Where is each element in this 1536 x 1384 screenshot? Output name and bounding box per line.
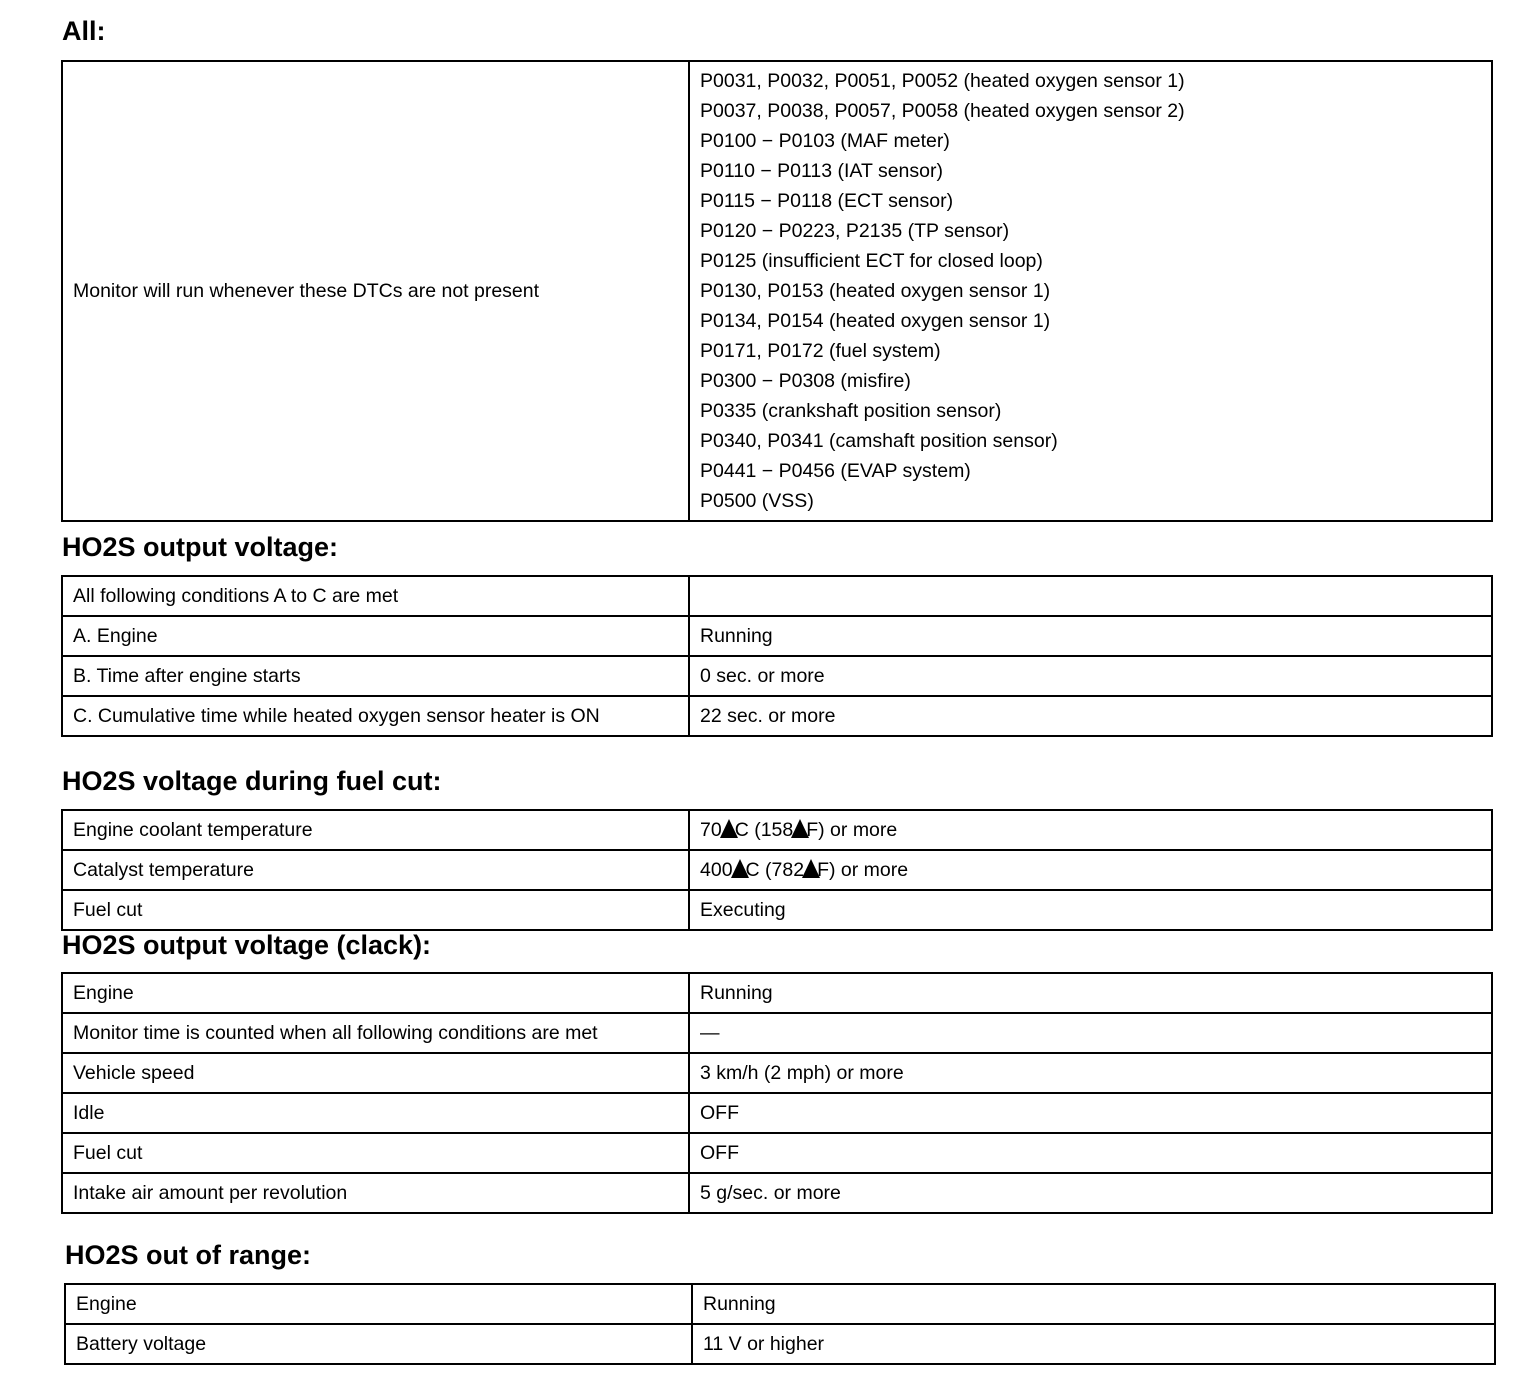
dtc-item: P0100 − P0103 (MAF meter)	[700, 130, 950, 152]
condition-label: Engine	[62, 973, 689, 1013]
dtc-item: P0300 − P0308 (misfire)	[700, 370, 911, 392]
temperature-suffix: F) or more	[817, 859, 909, 881]
condition-value: Running	[689, 616, 1492, 656]
condition-value: Executing	[689, 890, 1492, 930]
section-title-all: All:	[62, 16, 106, 46]
condition-label: Battery voltage	[65, 1324, 692, 1364]
table-row	[62, 850, 1492, 890]
condition-label: Monitor time is counted when all following conditions are met	[62, 1013, 689, 1053]
condition-label: Intake air amount per revolution	[62, 1173, 689, 1213]
condition-label: B. Time after engine starts	[62, 656, 689, 696]
fuel-cut-table	[61, 809, 1493, 931]
dtc-item: P0031, P0032, P0051, P0052 (heated oxygen sensor 1)	[700, 70, 1185, 92]
dtc-item: P0340, P0341 (camshaft position sensor)	[700, 430, 1058, 452]
table-row	[62, 656, 1492, 696]
dtc-item: P0115 − P0118 (ECT sensor)	[700, 190, 954, 212]
dtc-item: P0500 (VSS)	[700, 490, 814, 512]
table-row	[65, 1324, 1495, 1364]
temperature-fahrenheit: C (158	[734, 819, 794, 841]
condition-value: 3 km/h (2 mph) or more	[689, 1053, 1492, 1093]
out-of-range-table	[64, 1283, 1496, 1365]
dtc-item: P0441 − P0456 (EVAP system)	[700, 460, 971, 482]
condition-label: Fuel cut	[62, 1133, 689, 1173]
dtc-item: P0171, P0172 (fuel system)	[700, 340, 941, 362]
dtc-list	[689, 61, 1492, 521]
condition-value: Running	[689, 973, 1492, 1013]
section-title-out-of-range: HO2S out of range:	[65, 1240, 312, 1270]
condition-value: —	[689, 1013, 1492, 1053]
condition-value: Running	[692, 1284, 1495, 1324]
temperature-celsius: 400	[700, 859, 733, 881]
table-row	[62, 890, 1492, 930]
dtc-item: P0120 − P0223, P2135 (TP sensor)	[700, 220, 1010, 242]
temperature-celsius: 70	[700, 819, 722, 841]
table-row	[62, 1013, 1492, 1053]
table-row	[62, 1053, 1492, 1093]
table-row	[62, 1093, 1492, 1133]
temperature-fahrenheit: C (782	[745, 859, 805, 881]
section-title-clack: HO2S output voltage (clack):	[62, 930, 432, 960]
condition-value: OFF	[689, 1093, 1492, 1133]
condition-label: A. Engine	[62, 616, 689, 656]
table-row	[65, 1284, 1495, 1324]
dtc-item: P0134, P0154 (heated oxygen sensor 1)	[700, 310, 1051, 332]
condition-value: 11 V or higher	[692, 1324, 1495, 1364]
condition-label: Vehicle speed	[62, 1053, 689, 1093]
table-row	[62, 696, 1492, 736]
table-row	[62, 1173, 1492, 1213]
dtc-item: P0125 (insufficient ECT for closed loop)	[700, 250, 1043, 272]
condition-label: Engine	[65, 1284, 692, 1324]
condition-label: All following conditions A to C are met	[62, 576, 689, 616]
condition-label: Monitor will run whenever these DTCs are not present	[62, 61, 689, 521]
condition-value	[689, 850, 1492, 890]
clack-table	[61, 972, 1493, 1214]
section-title-ho2s-output-voltage: HO2S output voltage:	[62, 532, 338, 562]
table-row	[62, 973, 1492, 1013]
condition-value: 5 g/sec. or more	[689, 1173, 1492, 1213]
condition-value	[689, 810, 1492, 850]
table-row	[62, 576, 1492, 616]
dtc-table	[61, 60, 1493, 522]
table-row	[62, 61, 1492, 521]
condition-label: Fuel cut	[62, 890, 689, 930]
dtc-item: P0130, P0153 (heated oxygen sensor 1)	[700, 280, 1051, 302]
dtc-item: P0335 (crankshaft position sensor)	[700, 400, 1002, 422]
condition-label: Idle	[62, 1093, 689, 1133]
dtc-item: P0110 − P0113 (IAT sensor)	[700, 160, 943, 182]
condition-label: C. Cumulative time while heated oxygen sensor heater is ON	[62, 696, 689, 736]
condition-value: OFF	[689, 1133, 1492, 1173]
condition-value	[689, 576, 1492, 616]
condition-label: Catalyst temperature	[62, 850, 689, 890]
table-row	[62, 810, 1492, 850]
condition-value: 22 sec. or more	[689, 696, 1492, 736]
table-row	[62, 1133, 1492, 1173]
condition-label: Engine coolant temperature	[62, 810, 689, 850]
condition-value: 0 sec. or more	[689, 656, 1492, 696]
output-voltage-table	[61, 575, 1493, 737]
table-row	[62, 616, 1492, 656]
section-title-fuel-cut: HO2S voltage during fuel cut:	[62, 766, 442, 796]
dtc-item: P0037, P0038, P0057, P0058 (heated oxygen sensor 2)	[700, 100, 1185, 122]
temperature-suffix: F) or more	[806, 819, 898, 841]
